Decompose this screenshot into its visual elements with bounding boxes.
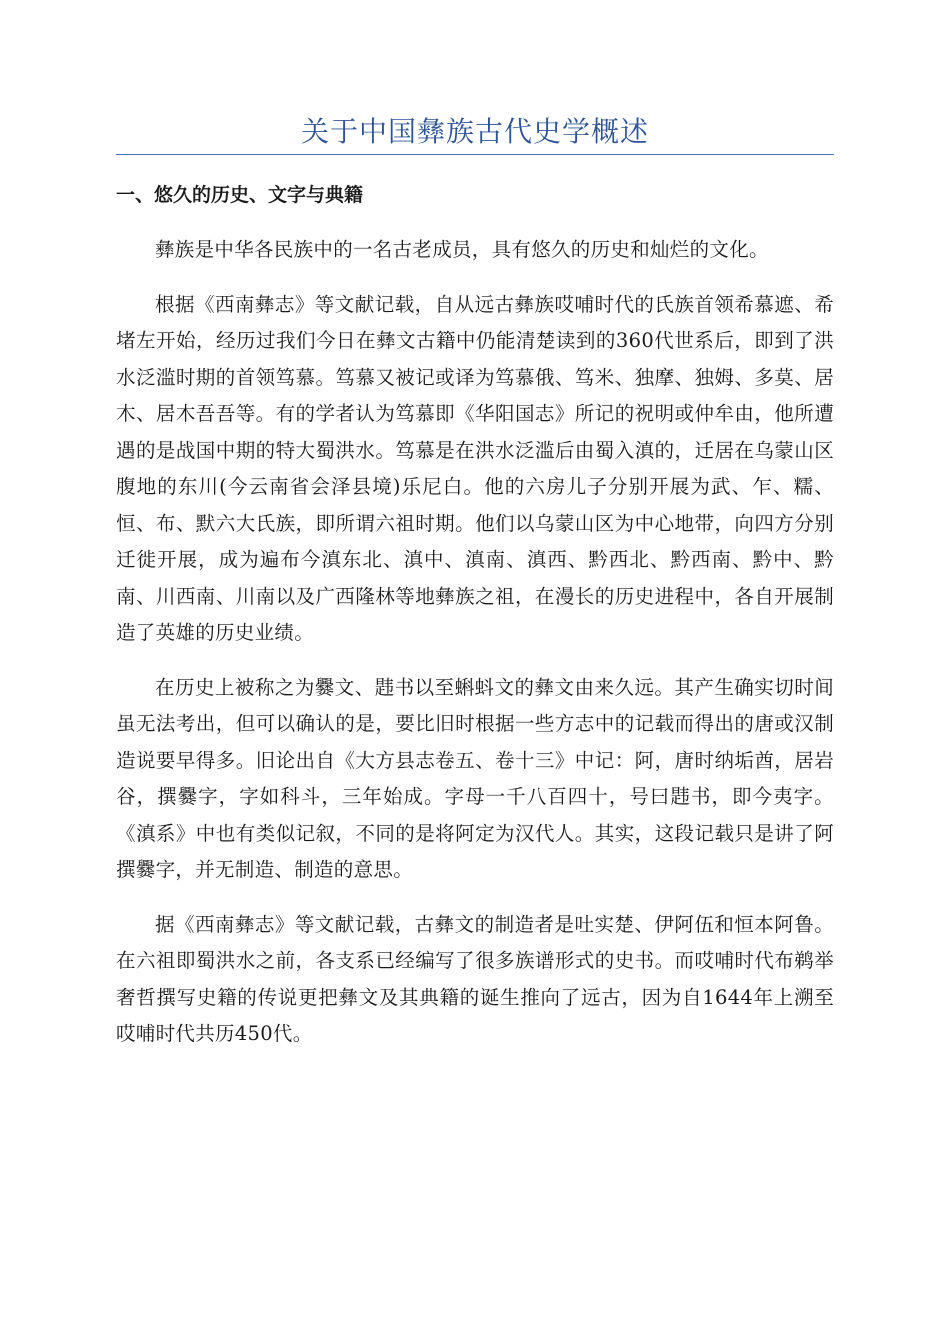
document-title: 关于中国彝族古代史学概述 [300, 115, 649, 148]
paragraph-3: 在历史上被称之为爨文、韪书以至蝌蚪文的彝文由来久远。其产生确实切时间虽无法考出，但可以确认的是，要比旧时根据一些方志中的记载而得出的唐或汉制造说要早得多。旧论出自《大方县志卷五、卷十三》中记：阿，唐时纳垢酋，居岩谷，撰爨字，字如科斗，三年始成。字母一千八百四十，号曰韪书，即今夷字。《滇系》中也有类似记叙，不同的是将阿定为汉代人。其实，这段记载只是讲了阿撰爨字，并无制造、制造的意思。 [116, 675, 834, 881]
paragraph-2: 根据《西南彝志》等文献记载，自从远古彝族哎哺时代的氏族首领希慕遮、希堵左开始，经历过我们今日在彝文古籍中仍能清楚读到的360代世系后，即到了洪水泛滥时期的首领笃慕。笃慕又被记或译为笃慕俄、笃米、独摩、独姆、多莫、居木、居木吾吾等。有的学者认为笃慕即《华阳国志》所记的祝明或仲牟由，他所遭遇的是战国中期的特大蜀洪水。笃慕是在洪水泛滥后由蜀入滇的，迁居在乌蒙山区腹地的东川(今云南省会泽县境)乐尼白。他的六房儿子分别开展为武、乍、糯、恒、布、默六大氏族，即所谓六祖时期。他们以乌蒙山区为中心地带，向四方分别迁徙开展，成为遍布今滇东北、滇中、滇南、滇西、黔西北、黔西南、黔中、黔南、川西南、川南以及广西隆林等地彝族之祖，在漫长的历史进程中，各自开展制造了英雄的历史业绩。 [116, 292, 834, 644]
section-heading: 一、悠久的历史、文字与典籍 [116, 184, 364, 206]
paragraph-1: 彝族是中华各民族中的一名古老成员，具有悠久的历史和灿烂的文化。 [155, 238, 769, 261]
paragraph-4: 据《西南彝志》等文献记载，古彝文的制造者是吐实楚、伊阿伍和恒本阿鲁。在六祖即蜀洪水之前，各支系已经编写了很多族谱形式的史书。而哎哺时代布鹈举奢哲撰写史籍的传说更把彝文及其典籍的诞生推向了远古，因为自1644年上溯至哎哺时代共历450代。 [116, 912, 834, 1045]
body-text [116, 232, 834, 1071]
title-underline-rule [116, 154, 834, 155]
